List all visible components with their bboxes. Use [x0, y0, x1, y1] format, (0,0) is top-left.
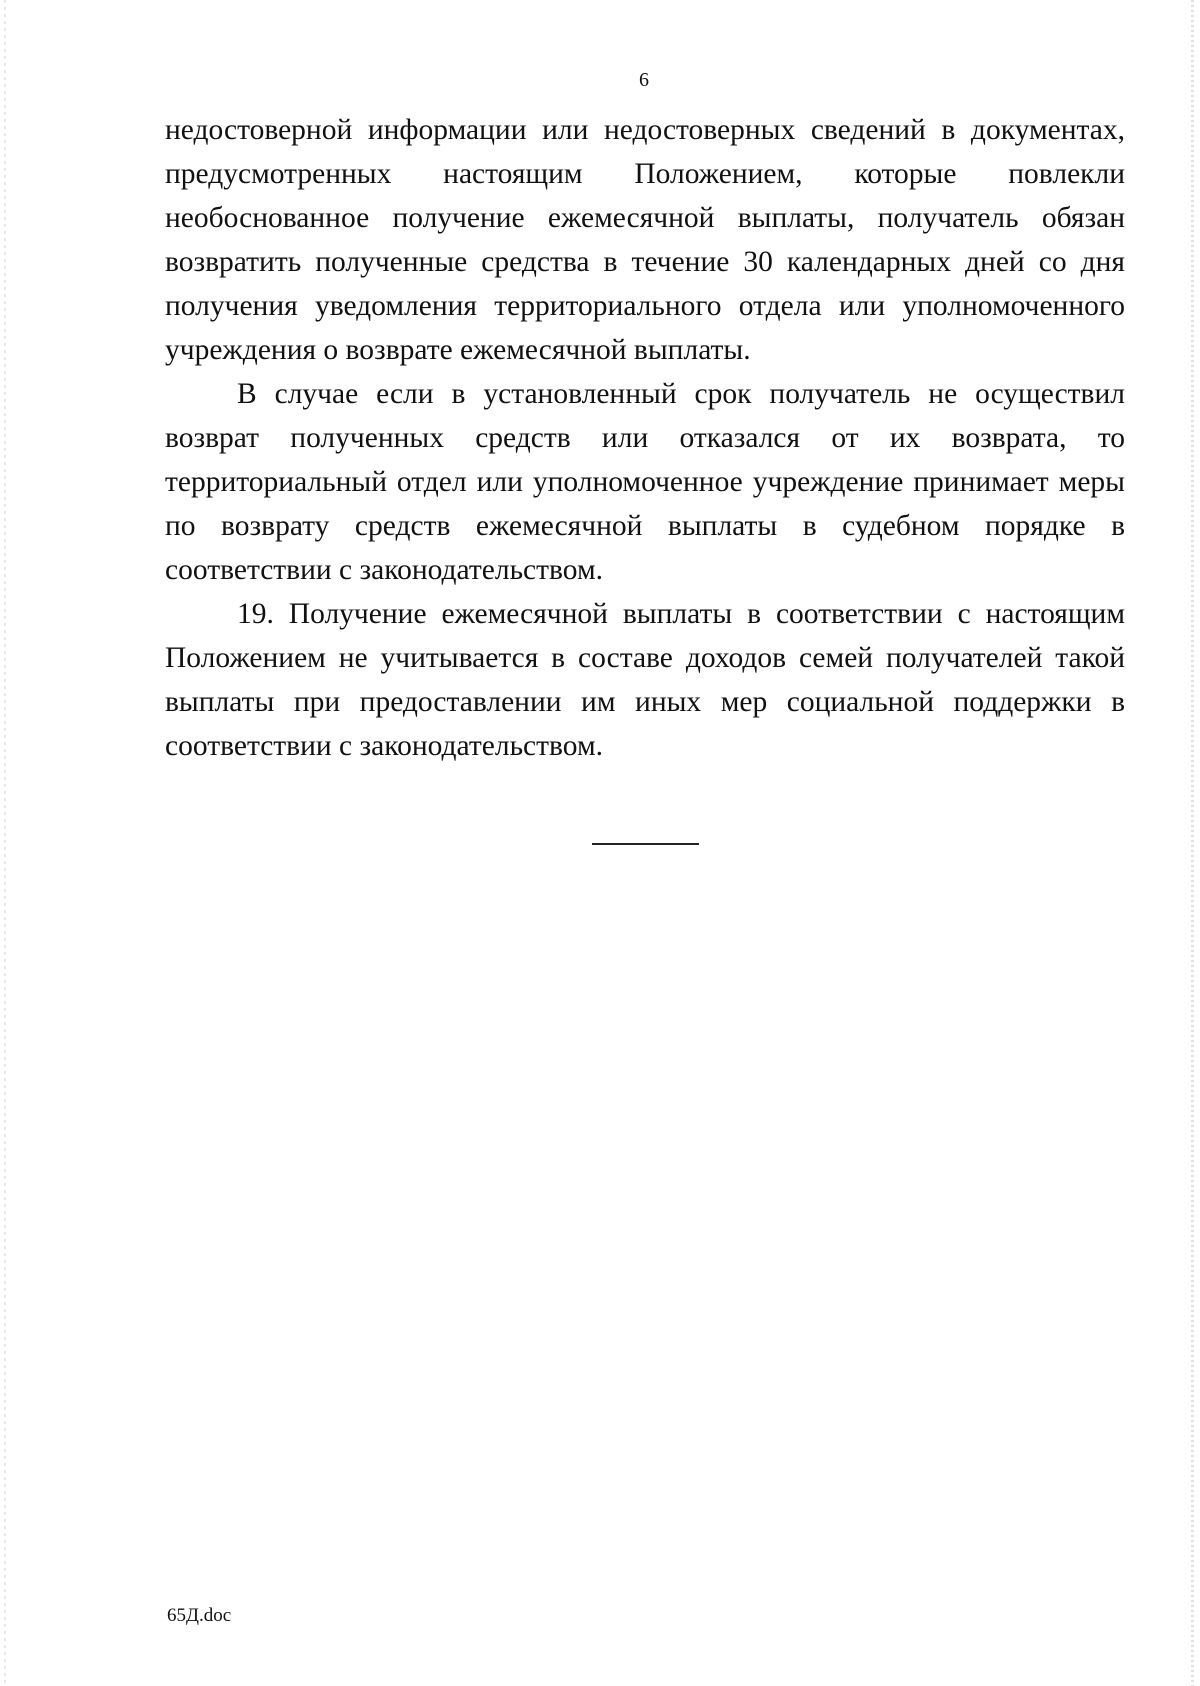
paragraph-item-19: 19. Получение ежемесячной выплаты в соответствии с настоящим Положением не учитывается в составе доходов семей получателей такой выплаты при предоставлении им иных мер социальной поддержки в соответствии с законодательством. — [165, 598, 1125, 762]
document-body — [165, 108, 1125, 768]
footer-filename: 65Д.doc — [167, 1605, 232, 1626]
page-number: 6 — [639, 69, 649, 91]
scan-edge-right — [1191, 0, 1194, 1686]
scan-edge-left — [4, 0, 6, 1686]
end-of-document-rule — [592, 843, 699, 845]
paragraph-continuation: недостоверной информации или недостоверных сведений в документах, предусмотренных настоящим Положением, которые повлекли необоснованное получение ежемесячной выплаты, получатель обязан возвратить полученные средства в течение 30 календарных дней со дня получения уведомления территориального отдела или уполномоченного учреждения о возврате ежемесячной выплаты. — [165, 114, 1125, 366]
paragraph-refund-enforcement: В случае если в установленный срок получатель не осуществил возврат полученных средств или отказался от их возврата, то территориальный отдел или уполномоченное учреждение принимает меры по возврату средств ежемесячной выплаты в судебном порядке в соответствии с законодательством. — [165, 378, 1125, 586]
